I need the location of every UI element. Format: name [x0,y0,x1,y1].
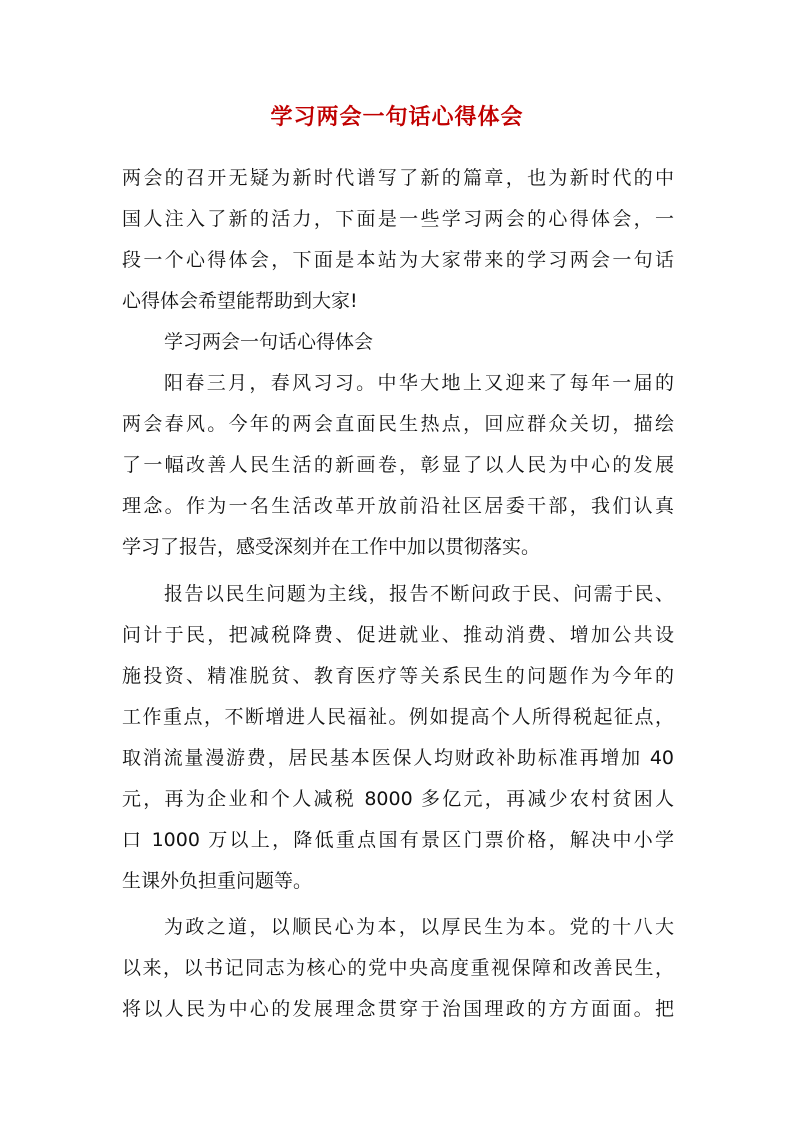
text-line: 为政之道，以顺民心为本，以厚民生为本。党的十八大 [164,916,674,938]
text-line: 两会的召开无疑为新时代谱写了新的篇章，也为新时代的中 [122,167,674,189]
text-line: 心得体会希望能帮助到大家! [122,290,358,312]
text-line: 问计于民，把减税降费、促进就业、推动消费、增加公共设 [122,624,674,646]
text-line: 以来，以书记同志为核心的党中央高度重视保障和改善民生， [122,957,674,979]
text-line: 元，再为企业和个人减税 8000 多亿元，再减少农村贫困人 [122,788,674,810]
document-title: 学习两会一句话心得体会 [270,104,524,130]
section-heading: 学习两会一句话心得体会 [164,331,374,353]
text-line: 将以人民为中心的发展理念贯穿于治国理政的方方面面。把 [122,998,674,1020]
text-line: 报告以民生问题为主线，报告不断问政于民、问需于民、 [164,583,674,605]
text-line: 两会春风。今年的两会直面民生热点，回应群众关切，描绘 [122,413,674,435]
text-line: 段一个心得体会，下面是本站为大家带来的学习两会一句话 [122,249,674,271]
text-line: 学习了报告，感受深刻并在工作中加以贯彻落实。 [122,536,541,558]
text-line: 国人注入了新的活力，下面是一些学习两会的心得体会，一 [122,208,674,230]
text-line: 取消流量漫游费，居民基本医保人均财政补助标准再增加 40 [122,747,674,769]
text-line: 工作重点，不断增进人民福祉。例如提高个人所得税起征点， [122,706,674,728]
text-line: 理念。作为一名生活改革开放前沿社区居委干部，我们认真 [122,495,674,517]
text-line: 口 1000 万以上，降低重点国有景区门票价格，解决中小学 [122,829,674,851]
text-line: 生课外负担重问题等。 [122,870,313,892]
text-line: 施投资、精准脱贫、教育医疗等关系民生的问题作为今年的 [122,665,674,687]
text-line: 阳春三月，春风习习。中华大地上又迎来了每年一届的 [164,372,674,394]
text-line: 了一幅改善人民生活的新画卷，彰显了以人民为中心的发展 [122,454,674,476]
